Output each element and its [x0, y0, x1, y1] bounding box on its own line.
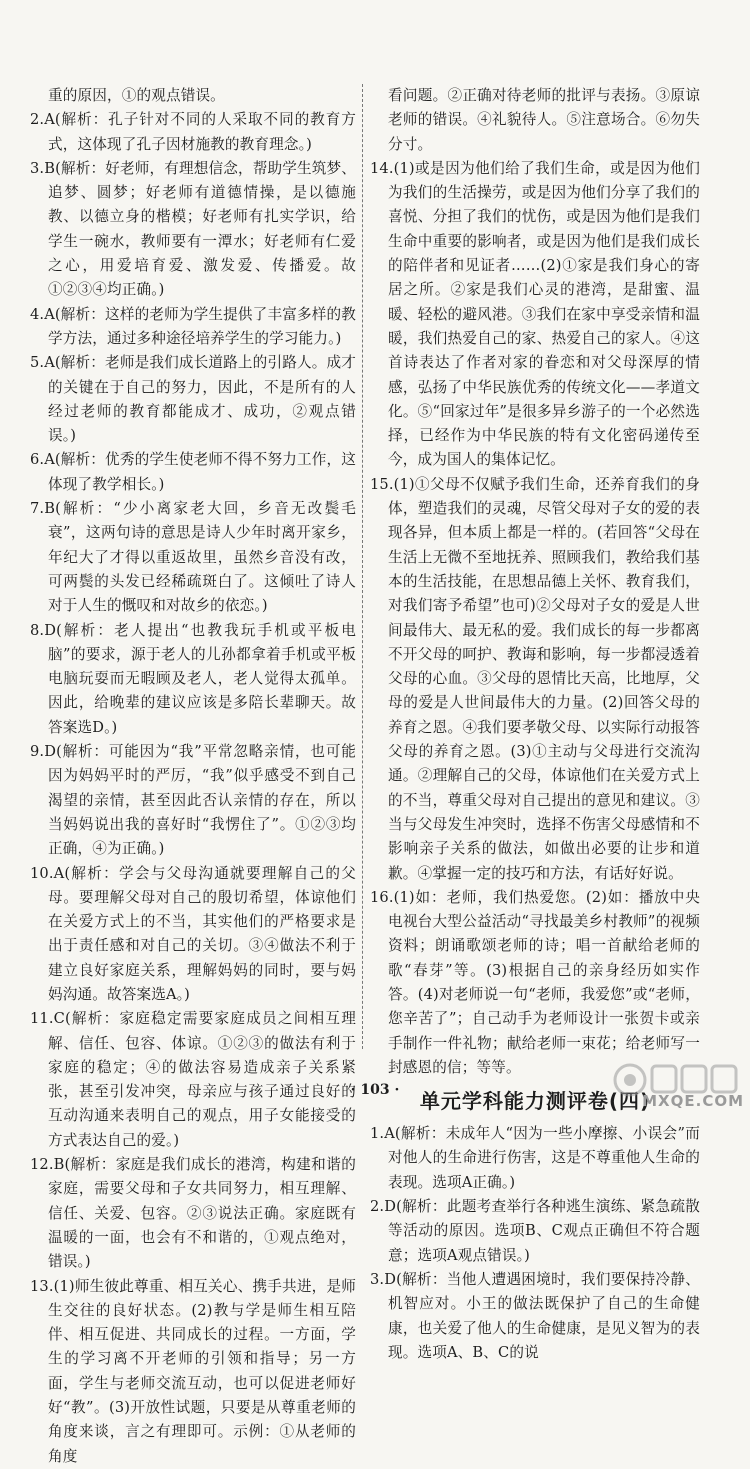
page-number: · 103 ·	[350, 1082, 400, 1098]
answer-item: 2.D(解析：此题考查举行各种逃生演练、紧急疏散等活动的原因。选项B、C观点正确但不符合题意；选项A观点错误。)	[370, 1198, 700, 1264]
answer-item: 11.C(解析：家庭稳定需要家庭成员之间相互理解、信任、包容、体谅。①②③的做法有利于家庭的稳定；④的做法容易造成亲子关系紧张，甚至引发冲突，母亲应与孩子通过良好的互动沟通来表明自己的观点，用子女能接受的方式表达自己的爱。)	[30, 1010, 356, 1149]
answer-item: 15.(1)①父母不仅赋予我们生命，还养育我们的身体，塑造我们的灵魂，尽管父母对子女的爱的表现各异，但本质上都是一样的。(若回答“父母在生活上无微不至地抚养、照顾我们，教给我们基本的生活技能，在思想品德上关怀、教育我们，对我们寄予希望”也可)②父母对子女的爱是人世间最伟大、最无私的爱。我们成长的每一步都离不开父母的呵护、教诲和影响，每一步都浸透着父母的心血。③父母的恩情比天高，比地厚，父母的爱是人世间最伟大的力量。(2)回答父母的养育之恩。④我们要孝敬父母、以实际行动报答父母的养育之恩。(3)①主动与父母进行交流沟通。②理解自己的父母，体谅他们在关爱方式上的不当，尊重父母对自己提出的意见和建议。③当与父母发生冲突时，选择不伤害父母感情和不影响亲子关系的做法，如做出必要的让步和道歉。④掌握一定的技巧和方法，有话好好说。	[370, 475, 700, 882]
section-title: 单元学科能力测评卷(四)	[419, 1089, 651, 1114]
answer-item: 14.(1)或是因为他们给了我们生命，或是因为他们为我们的生活操劳，或是因为他们分享了我们的喜悦、分担了我们的忧伤，或是因为他们是我们生命中重要的影响者，或是因为他们是我们成长的陪伴者和见证者……(2)①家是我们身心的寄居之所。②家是我们心灵的港湾，是甜蜜、温暖、轻松的避风港。③我们在家中享受亲情和温暖，我们热爱自己的家、热爱自己的家人。④这首诗表达了作者对家的眷恋和对父母深厚的情感，弘扬了中华民族优秀的传统文化——孝道文化。⑤“回家过年”是很多异乡游子的一个必然选择，已经作为中华民族的特有文化密码递传至今，成为国人的集体记忆。	[370, 159, 700, 469]
column-divider	[362, 84, 363, 1049]
answer-item: 6.A(解析：优秀的学生使老师不得不努力工作，这体现了教学相长。)	[30, 451, 356, 493]
answer-item: 2.A(解析：孔子针对不同的人采取不同的教育方式，这体现了孔子因材施教的教育理念。)	[30, 111, 356, 153]
continued-text: 重的原因，①的观点错误。	[48, 87, 225, 104]
answer-item: 7.B(解析：“少小离家老大回，乡音无改鬓毛衰”，这两句诗的意思是诗人少年时离开家乡，年纪大了才得以重返故里，虽然乡音没有改，可两鬓的头发已经稀疏斑白了。这倾吐了诗人对于人生的慨叹和对故乡的依恋。)	[30, 500, 356, 615]
left-column	[30, 84, 356, 1469]
answer-item: 10.A(解析：学会与父母沟通就要理解自己的父母。要理解父母对自己的殷切希望，体谅他们在关爱方式上的不当，其实他们的严格要求是出于责任感和对自己的关切。③④做法不利于建立良好家庭关系，理解妈妈的同时，要与妈妈沟通。故答案选A。)	[30, 864, 356, 1003]
answer-item: 12.B(解析：家庭是我们成长的港湾，构建和谐的家庭，需要父母和子女共同努力，相互理解、信任、关爱、包容。②③说法正确。家庭既有温暖的一面，也会有不和谐的，①观点绝对，错误。)	[30, 1156, 356, 1271]
answer-item: 4.A(解析：这样的老师为学生提供了丰富多样的教学方法，通过多种途径培养学生的学习能力。)	[30, 305, 356, 347]
answer-item: 13.(1)师生彼此尊重、相互关心、携手共进，是师生交往的良好状态。(2)教与学是师生相互陪伴、相互促进、共同成长的过程。一方面，学生的学习离不开老师的引领和指导；另一方面，学生与老师交流互动，也可以促进老师好好“教”。(3)开放性试题，只要是从尊重老师的角度来谈，言之有理即可。示例：①从老师的角度	[30, 1277, 356, 1465]
answer-item: 9.D(解析：可能因为“我”平常忽略亲情，也可能因为妈妈平时的严厉，“我”似乎感受不到自己渴望的亲情，甚至因此否认亲情的存在，所以当妈妈说出我的喜好时“我愣住了”。①②③均正确，④为正确。)	[30, 743, 356, 858]
continued-text: 看问题。②正确对待老师的批评与表扬。③原谅老师的错误。④礼貌待人。⑤注意场合。⑥勿失分寸。	[388, 87, 700, 153]
answer-item: 16.(1)如：老师，我们热爱您。(2)如：播放中央电视台大型公益活动“寻找最美乡村教师”的视频资料；朗诵歌颂老师的诗；唱一首献给老师的歌“春芽”等。(3)根据自己的亲身经历如实作答。(4)对老师说一句“老师，我爱您”或“老师，您辛苦了”；自己动手为老师设计一张贺卡或亲手制作一件礼物；献给老师一束花；给老师写一封感恩的信；等等。	[370, 888, 700, 1076]
answer-item: 1.A(解析：未成年人“因为一些小摩擦、小误会”而对他人的生命进行伤害，这是不尊重他人生命的表现。选项A正确。)	[370, 1125, 700, 1191]
answer-item: 3.D(解析：当他人遭遇困境时，我们要保持冷静、机智应对。小王的做法既保护了自己的生命健康，也关爱了他人的生命健康，是见义智为的表现。选项A、B、C的说	[370, 1270, 700, 1361]
right-column	[370, 84, 700, 1365]
answer-item: 8.D(解析：老人提出“也教我玩手机或平板电脑”的要求，源于老人的儿孙都拿着手机或平板电脑玩耍而无暇顾及老人，老人觉得太孤单。因此，给晚辈的建议应该是多陪长辈聊天。故答案选D。)	[30, 621, 356, 736]
answer-item: 3.B(解析：好老师，有理想信念，帮助学生筑梦、追梦、圆梦；好老师有道德情操，是以德施教、以德立身的楷模；好老师有扎实学识，给学生一碗水，教师要有一潭水；好老师有仁爱之心，用爱培育爱、激发爱、传播爱。故①②③④均正确。)	[30, 159, 356, 299]
answer-item: 5.A(解析：老师是我们成长道路上的引路人。成才的关键在于自己的努力，因此，不是所有的人经过老师的教育都能成才、成功，②观点错误。)	[30, 354, 356, 445]
watermark-text: MXQE.COM	[642, 1092, 744, 1110]
